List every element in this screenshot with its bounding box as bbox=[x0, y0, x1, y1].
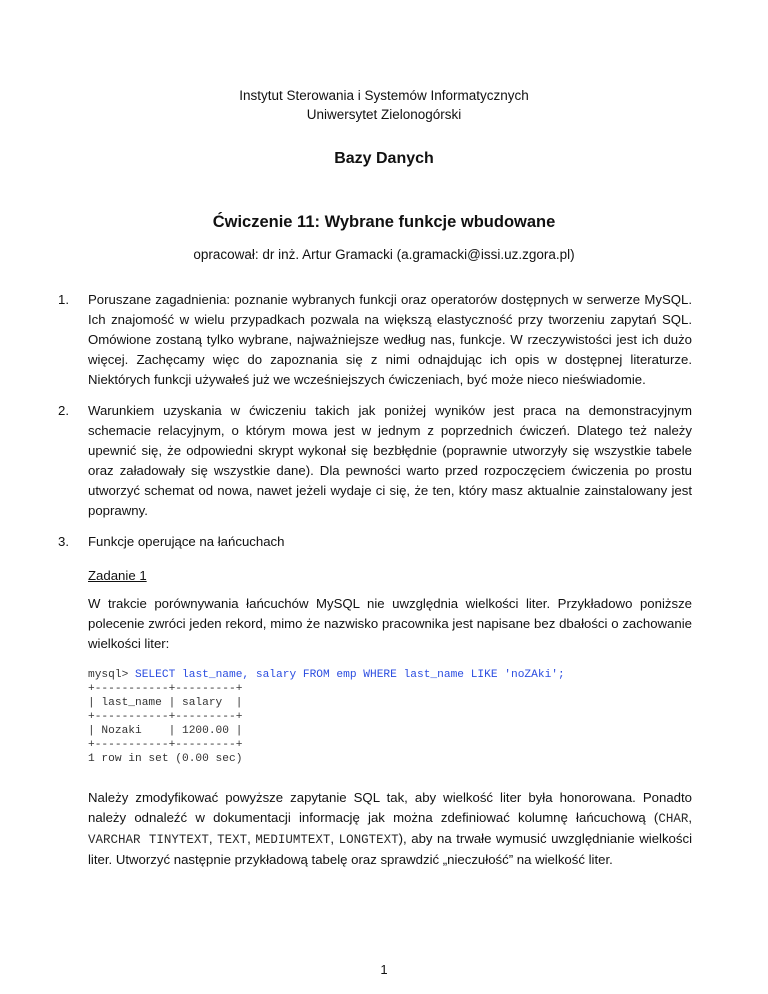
code-rest: salary FROM emp WHERE last_name LIKE bbox=[249, 669, 505, 681]
type-longtext: LONGTEXT bbox=[338, 833, 399, 847]
list-item-text: Warunkiem uzyskania w ćwiczeniu takich jak poniżej wyników jest praca na demonstracyjnym schemacie relacyjnym, o którym mowa jest w jednym z poprzednich ćwiczeń. Dlatego też należy upewnić się, że odpowiedni skrypt wykonał się bezbłędnie (poprawnie utworzyły się wszystkie tabele oraz załadowały się wszystkie dane). Dla pewności warto przed rozpoczęciem ćwiczenia po prostu utworzyć schemat od nowa, nawet jeżeli wydaje ci się, że ten, który masz aktualnie zainstalowany jest poprawny. bbox=[88, 403, 692, 518]
exercise-title: Ćwiczenie 11: Wybrane funkcje wbudowane bbox=[212, 213, 556, 231]
numbered-list bbox=[58, 290, 693, 881]
type-mediumtext: MEDIUMTEXT bbox=[255, 833, 331, 847]
code-border-bottom: +-----------+---------+ bbox=[88, 739, 243, 751]
task-outro-text-2: ), aby na trwałe wymusić uwzględnianie wielkości liter. Utworzyć następnie przykładową tabelę oraz sprawdzić „nieczułość” na wielkość liter. bbox=[88, 831, 693, 867]
list-item-number: 3. bbox=[58, 534, 69, 549]
list-item-text: Poruszane zagadnienia: poznanie wybranych funkcji oraz operatorów dostępnych w serwerze MySQL. Ich znajomość w wielu przypadkach pozwala na większą elastyczność przy tworzeniu zapytań SQL. Omówione zostaną tylko wybrane, najważniejsze według nas, funkcje. W rzeczywistości jest ich dużo więcej. Zachęcamy więc do zapoznania się z nimi odnajdując ich opis w dostępnej literaturze. Niektórych funkcji używałeś już we wcześniejszych ćwiczeniach, być może nieco nieświadomie. bbox=[88, 292, 692, 387]
university-name: Uniwersytet Zielonogórski bbox=[306, 107, 462, 122]
task-heading: Zadanie 1 bbox=[88, 568, 147, 583]
institute-name: Instytut Sterowania i Systemów Informatycznych bbox=[239, 88, 529, 103]
sep-1: , bbox=[688, 810, 692, 825]
code-keyword-select: SELECT bbox=[135, 669, 176, 681]
code-footer: 1 row in set (0.00 sec) bbox=[88, 753, 243, 765]
sep-2: , bbox=[208, 831, 218, 846]
sep-4: , bbox=[330, 831, 339, 846]
list-item bbox=[58, 401, 692, 521]
task-intro: W trakcie porównywania łańcuchów MySQL nie uwzględnia wielkości liter. Przykładowo poniższe polecenie zwróci jeden rekord, mimo że nazwisko pracownika jest napisane bez dbałości o zachowanie wielkości liter: bbox=[88, 596, 692, 651]
code-prompt: mysql> bbox=[88, 669, 135, 681]
list-item-number: 2. bbox=[58, 403, 69, 418]
sql-code-block bbox=[88, 668, 692, 766]
code-literal: 'noZAki' bbox=[504, 669, 558, 681]
task-outro bbox=[88, 788, 692, 870]
task-outro-text-1: Należy zmodyfikować powyższe zapytanie SQL tak, aby wielkość liter była honorowana. Ponadto należy odnaleźć w dokumentacji informację jak można zdefiniować kolumnę łańcuchową ( bbox=[88, 790, 692, 825]
author-line: opracował: dr inż. Artur Gramacki (a.gramacki@issi.uz.zgora.pl) bbox=[193, 247, 575, 262]
course-title: Bazy Danych bbox=[334, 150, 434, 167]
list-item bbox=[58, 532, 693, 870]
list-item-number: 1. bbox=[58, 292, 69, 307]
type-char: CHAR bbox=[658, 812, 689, 826]
list-item bbox=[58, 290, 692, 390]
type-text: TEXT bbox=[217, 833, 248, 847]
code-border-top: +-----------+---------+ bbox=[88, 683, 243, 695]
sep-3: , bbox=[247, 831, 256, 846]
page-number: 1 bbox=[380, 962, 388, 977]
code-data-row: | Nozaki | 1200.00 | bbox=[88, 725, 243, 737]
code-header-row: | last_name | salary | bbox=[88, 697, 243, 709]
institution-header bbox=[0, 86, 768, 124]
code-columns: last_name, bbox=[175, 669, 250, 681]
type-varchar-tinytext: VARCHAR TINYTEXT bbox=[88, 833, 209, 847]
list-item-text: Funkcje operujące na łańcuchach bbox=[88, 534, 285, 549]
code-end: ; bbox=[558, 669, 565, 681]
code-border-mid: +-----------+---------+ bbox=[88, 711, 243, 723]
